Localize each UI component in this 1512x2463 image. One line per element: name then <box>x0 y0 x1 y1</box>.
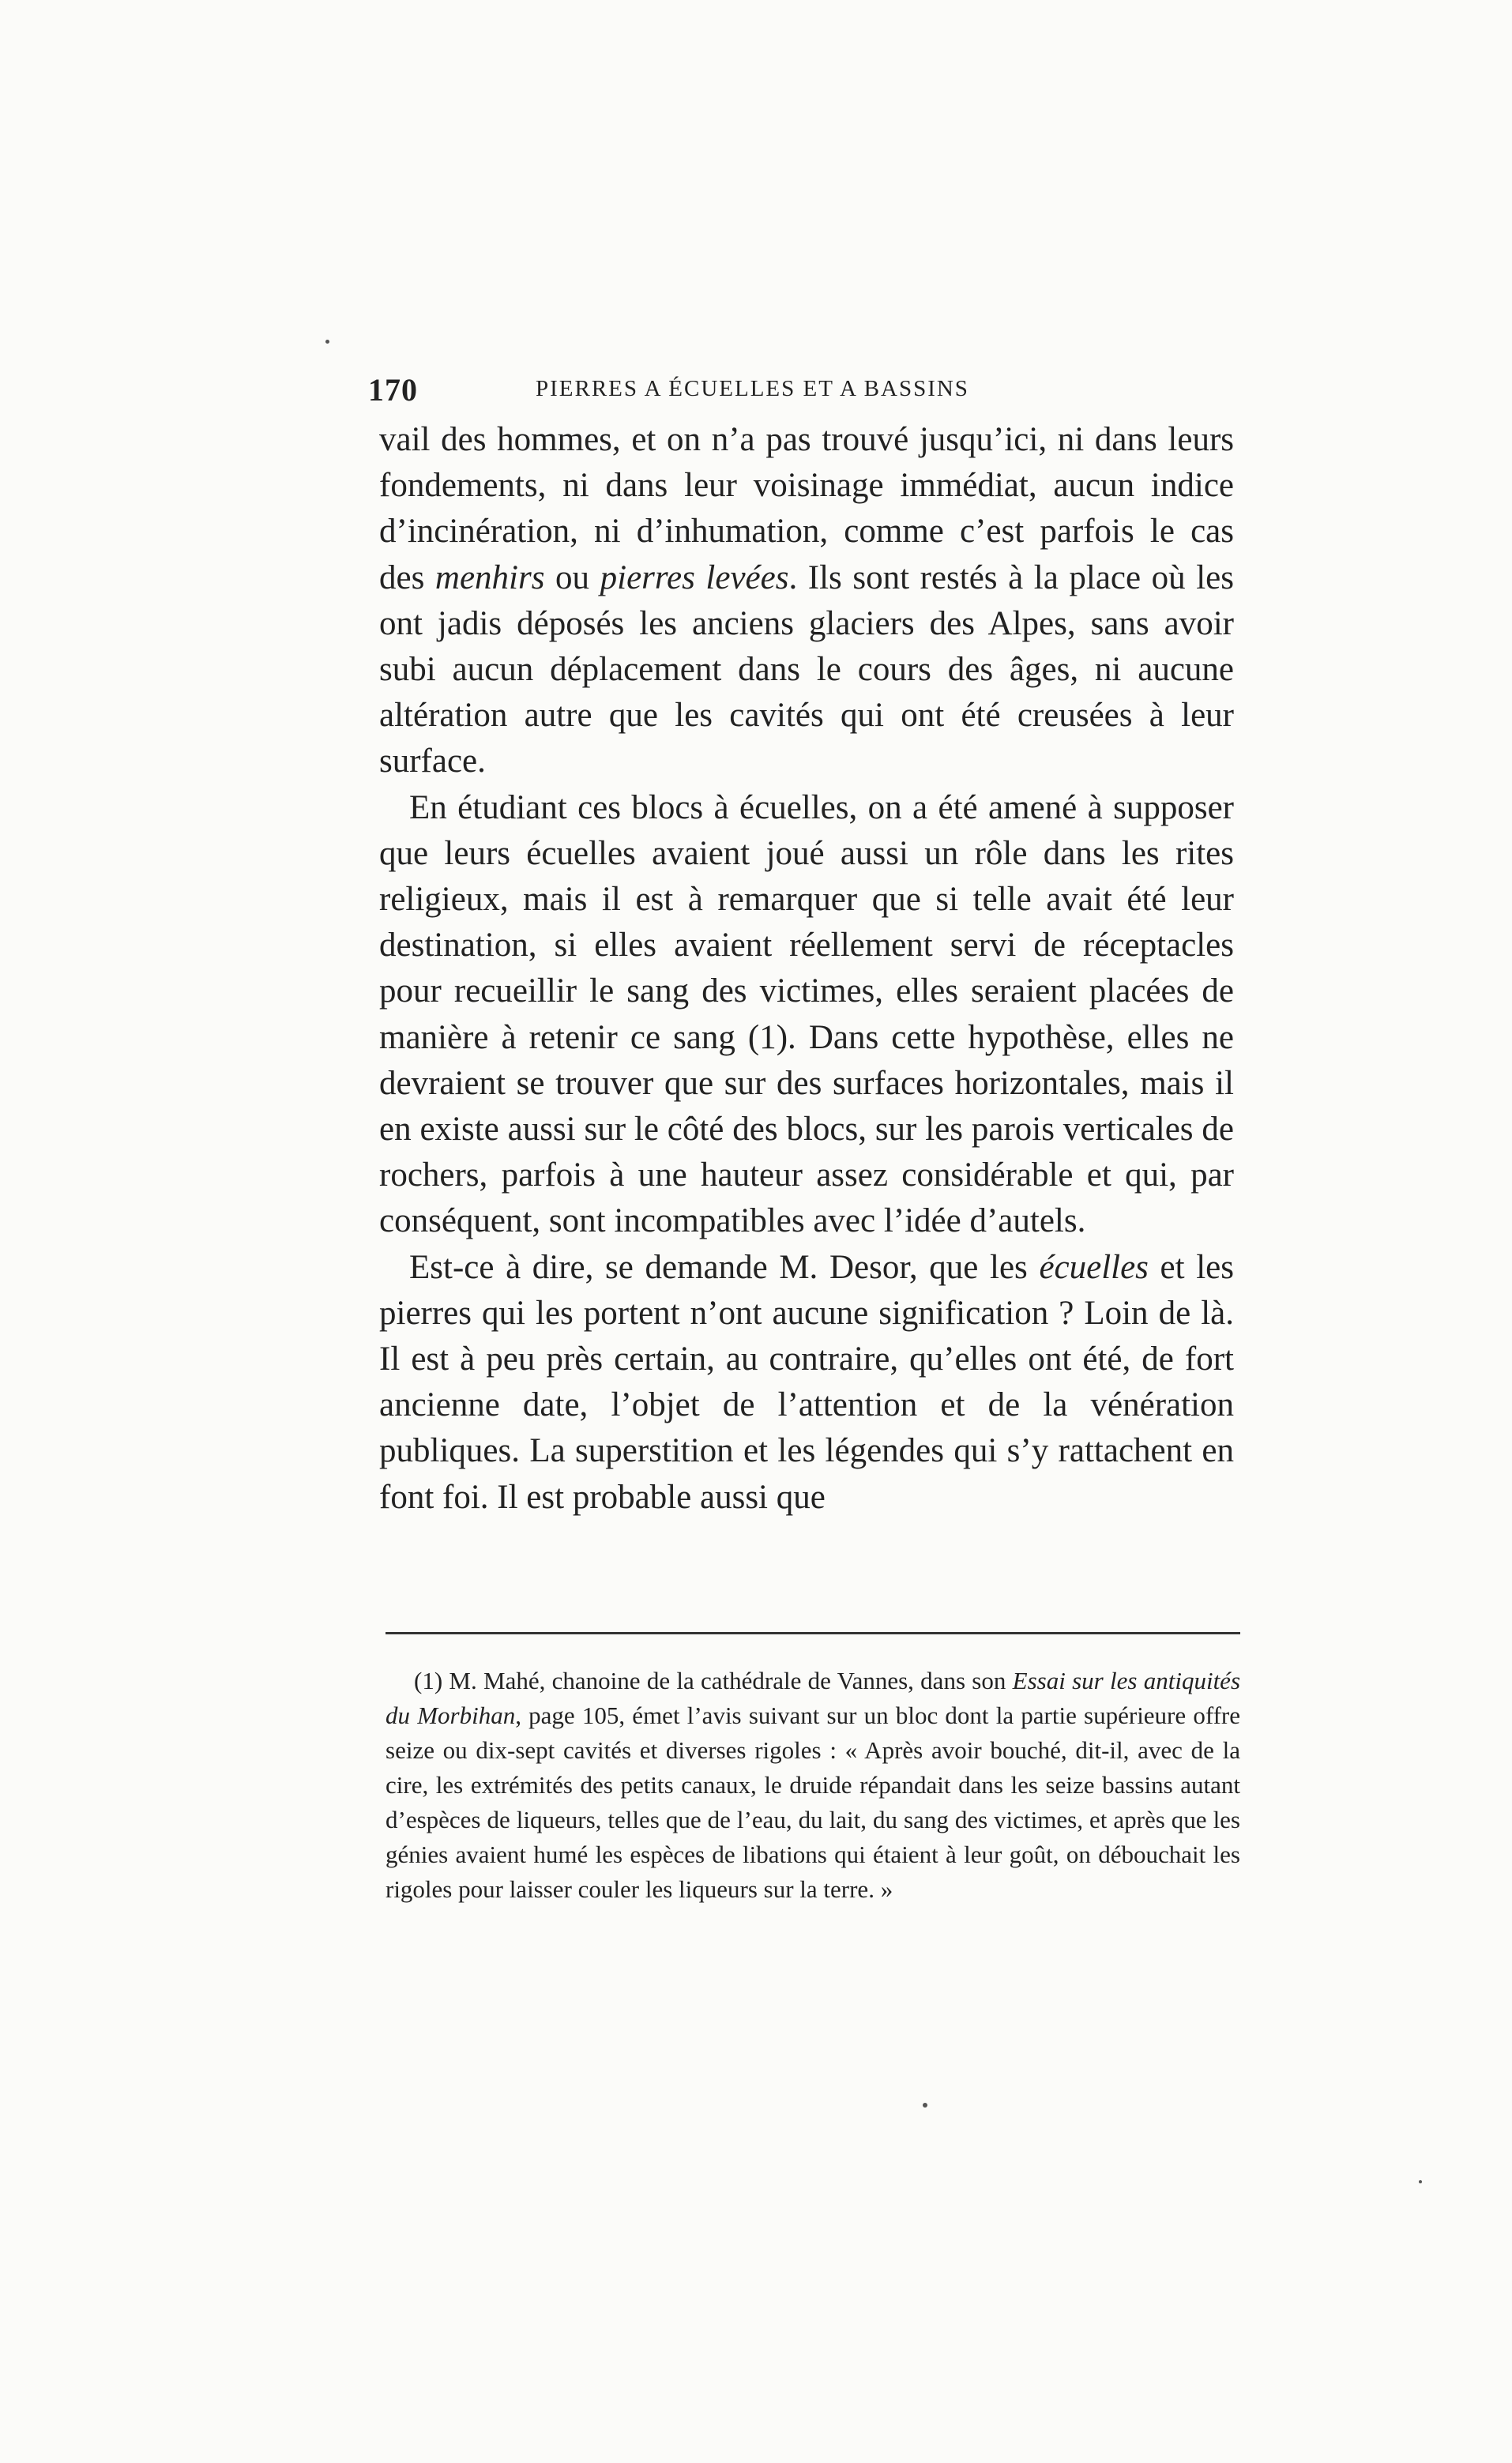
paper-speck <box>923 2103 927 2108</box>
footnote <box>386 1664 1240 1907</box>
paragraph-3-text-b: et les pierres qui les portent n’ont aucune signification ? Loin de là. Il est à peu près certain, au contraire, qu’elles ont été, de fort ancienne date, l’objet de l’attention et de la vénération publiques. La superstition et les légendes qui s’y rattachent en font foi. Il est probable aussi que <box>379 1248 1234 1516</box>
paragraph-1-italic-pierres-levees: pierres levées <box>600 558 789 596</box>
body-text <box>379 417 1234 1521</box>
footnote-text-a: (1) M. Mahé, chanoine de la cathédrale de Vannes, dans son <box>414 1667 1013 1694</box>
paper-speck <box>1419 2180 1422 2183</box>
paragraph-1-text-b: ou <box>544 558 600 596</box>
paragraph-1 <box>379 417 1234 785</box>
paragraph-1-text-c: . Ils sont restés à la place où les ont jadis déposés les anciens glaciers des Alpes, sans avoir subi aucun déplacement dans le cours des âges, ni aucune altération autre que les cavités qui ont été creusées à leur surface. <box>379 558 1234 780</box>
running-title: PIERRES A ÉCUELLES ET A BASSINS <box>536 376 969 401</box>
paper-speck <box>325 340 329 344</box>
footnote-1 <box>386 1664 1240 1907</box>
paragraph-1-text-a: vail des hommes, et on n’a pas trouvé jusqu’ici, ni dans leurs fondements, ni dans leur voisinage immédiat, aucun indice d’incinération, ni d’inhumation, comme c’est parfois le cas des <box>379 421 1234 596</box>
paragraph-3-text-a: Est-ce à dire, se demande M. Desor, que les <box>409 1248 1040 1286</box>
footnote-italic-title: Essai sur les antiquités du Morbihan <box>386 1667 1241 1729</box>
paragraph-3 <box>379 1245 1234 1521</box>
footnote-rule <box>386 1632 1240 1634</box>
paragraph-3-italic-ecuelles: écuelles <box>1039 1248 1149 1286</box>
paragraph-1-italic-menhirs: menhirs <box>434 558 545 596</box>
paragraph-2: En étudiant ces blocs à écuelles, on a été amené à supposer que leurs écuelles avaient joué aussi un rôle dans les rites religieux, mais il est à remarquer que si telle avait été leur destination, si elles avaient réellement servi de réceptacles pour recueillir le sang des victimes, elles seraient placées de manière à retenir ce sang (1). Dans cette hypothèse, elles ne devraient se trouver que sur des surfaces horizontales, mais il en existe aussi sur le côté des blocs, sur les parois verticales de rochers, parfois à une hauteur assez considérable et qui, par conséquent, sont incompatibles avec l’idée d’autels. <box>379 788 1234 1240</box>
footnote-text-b: , page 105, émet l’avis suivant sur un bloc dont la partie supérieure offre seize ou dix-sept cavités et diverses rigoles : « Après avoir bouché, dit-il, avec de la cire, les extrémités des petits canaux, le druide répandait dans les seize bassins autant d’espèces de liqueurs, telles que de l’eau, du lait, du sang des victimes, et après que les génies avaient humé les espèces de libations qui étaient à leur goût, on débouchait les rigoles pour laisser couler les liqueurs sur la terre. » <box>386 1702 1241 1903</box>
running-head <box>368 371 1234 411</box>
page-number: 170 <box>368 372 418 408</box>
